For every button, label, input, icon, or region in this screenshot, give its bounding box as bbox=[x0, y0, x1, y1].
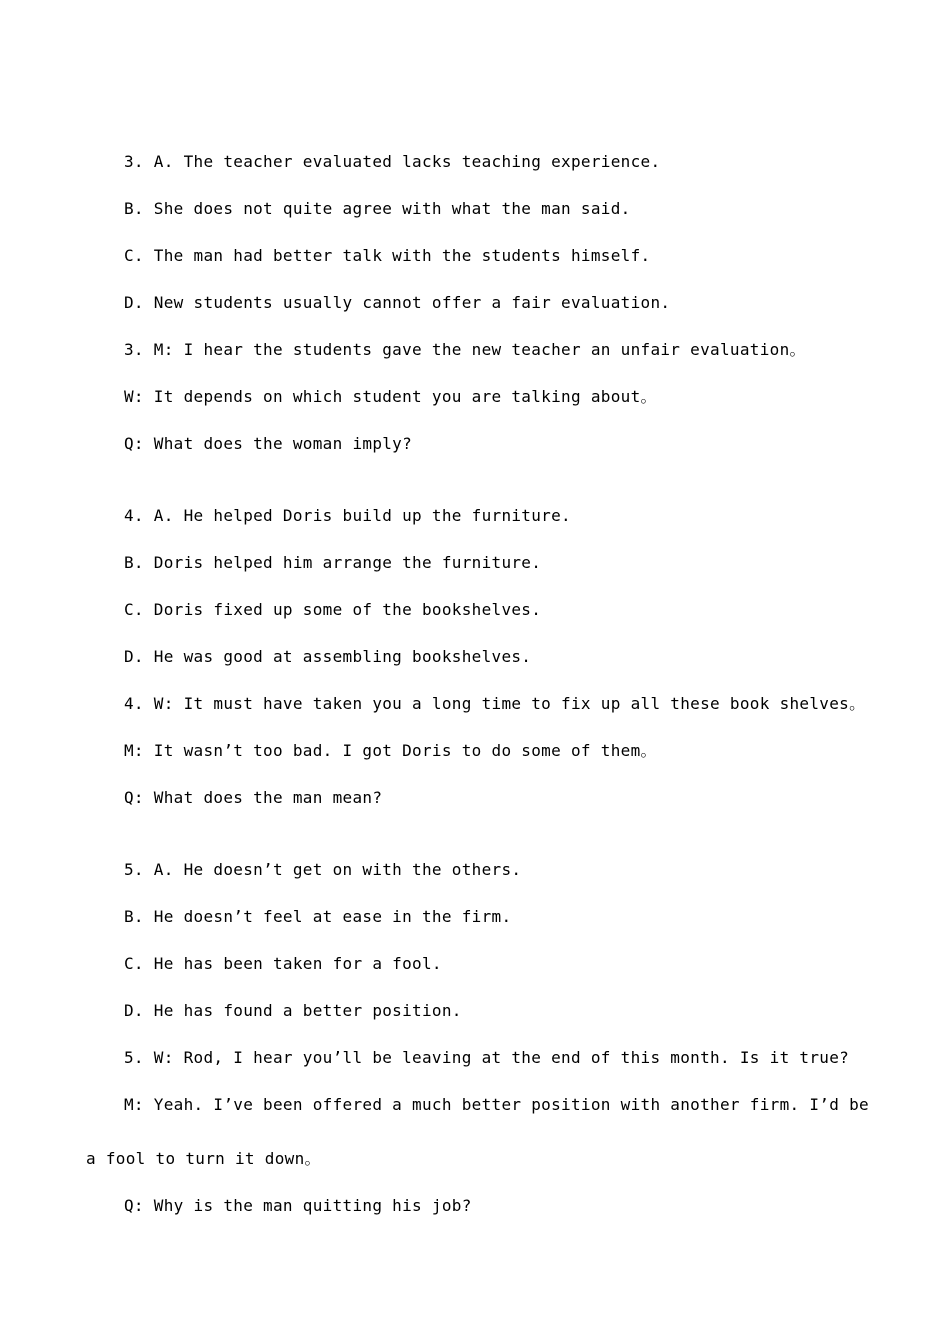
q4-option-b: B. Doris helped him arrange the furniture. bbox=[124, 553, 542, 572]
q4-option-c: C. Doris fixed up some of the bookshelves. bbox=[124, 600, 542, 619]
q3-question: Q: What does the woman imply? bbox=[124, 434, 413, 453]
q5-option-a: 5. A. He doesn’t get on with the others. bbox=[124, 860, 522, 879]
q3-dialogue-woman: W: It depends on which student you are talking about。 bbox=[124, 387, 657, 406]
q4-question: Q: What does the man mean? bbox=[124, 788, 383, 807]
q3-option-a: 3. A. The teacher evaluated lacks teaching experience. bbox=[124, 152, 661, 171]
q5-option-c: C. He has been taken for a fool. bbox=[124, 954, 442, 973]
q5-dialogue-man: M: Yeah. I’ve been offered a much better position with another firm. I’d be bbox=[124, 1095, 869, 1114]
q3-option-d: D. New students usually cannot offer a fair evaluation. bbox=[124, 293, 671, 312]
q3-option-b: B. She does not quite agree with what the man said. bbox=[124, 199, 631, 218]
q5-question: Q: Why is the man quitting his job? bbox=[124, 1196, 472, 1215]
q4-option-d: D. He was good at assembling bookshelves. bbox=[124, 647, 532, 666]
q5-option-b: B. He doesn’t feel at ease in the firm. bbox=[124, 907, 512, 926]
q5-dialogue-man-continued: a fool to turn it down。 bbox=[86, 1149, 321, 1168]
q5-dialogue-woman: 5. W: Rod, I hear you’ll be leaving at the end of this month. Is it true? bbox=[124, 1048, 850, 1067]
q4-dialogue-man: M: It wasn’t too bad. I got Doris to do some of them。 bbox=[124, 741, 657, 760]
q3-option-c: C. The man had better talk with the students himself. bbox=[124, 246, 651, 265]
q3-dialogue-man: 3. M: I hear the students gave the new teacher an unfair evaluation。 bbox=[124, 340, 806, 359]
q4-dialogue-woman: 4. W: It must have taken you a long time to fix up all these book shelves。 bbox=[124, 694, 866, 713]
q4-option-a: 4. A. He helped Doris build up the furniture. bbox=[124, 506, 571, 525]
q5-option-d: D. He has found a better position. bbox=[124, 1001, 462, 1020]
